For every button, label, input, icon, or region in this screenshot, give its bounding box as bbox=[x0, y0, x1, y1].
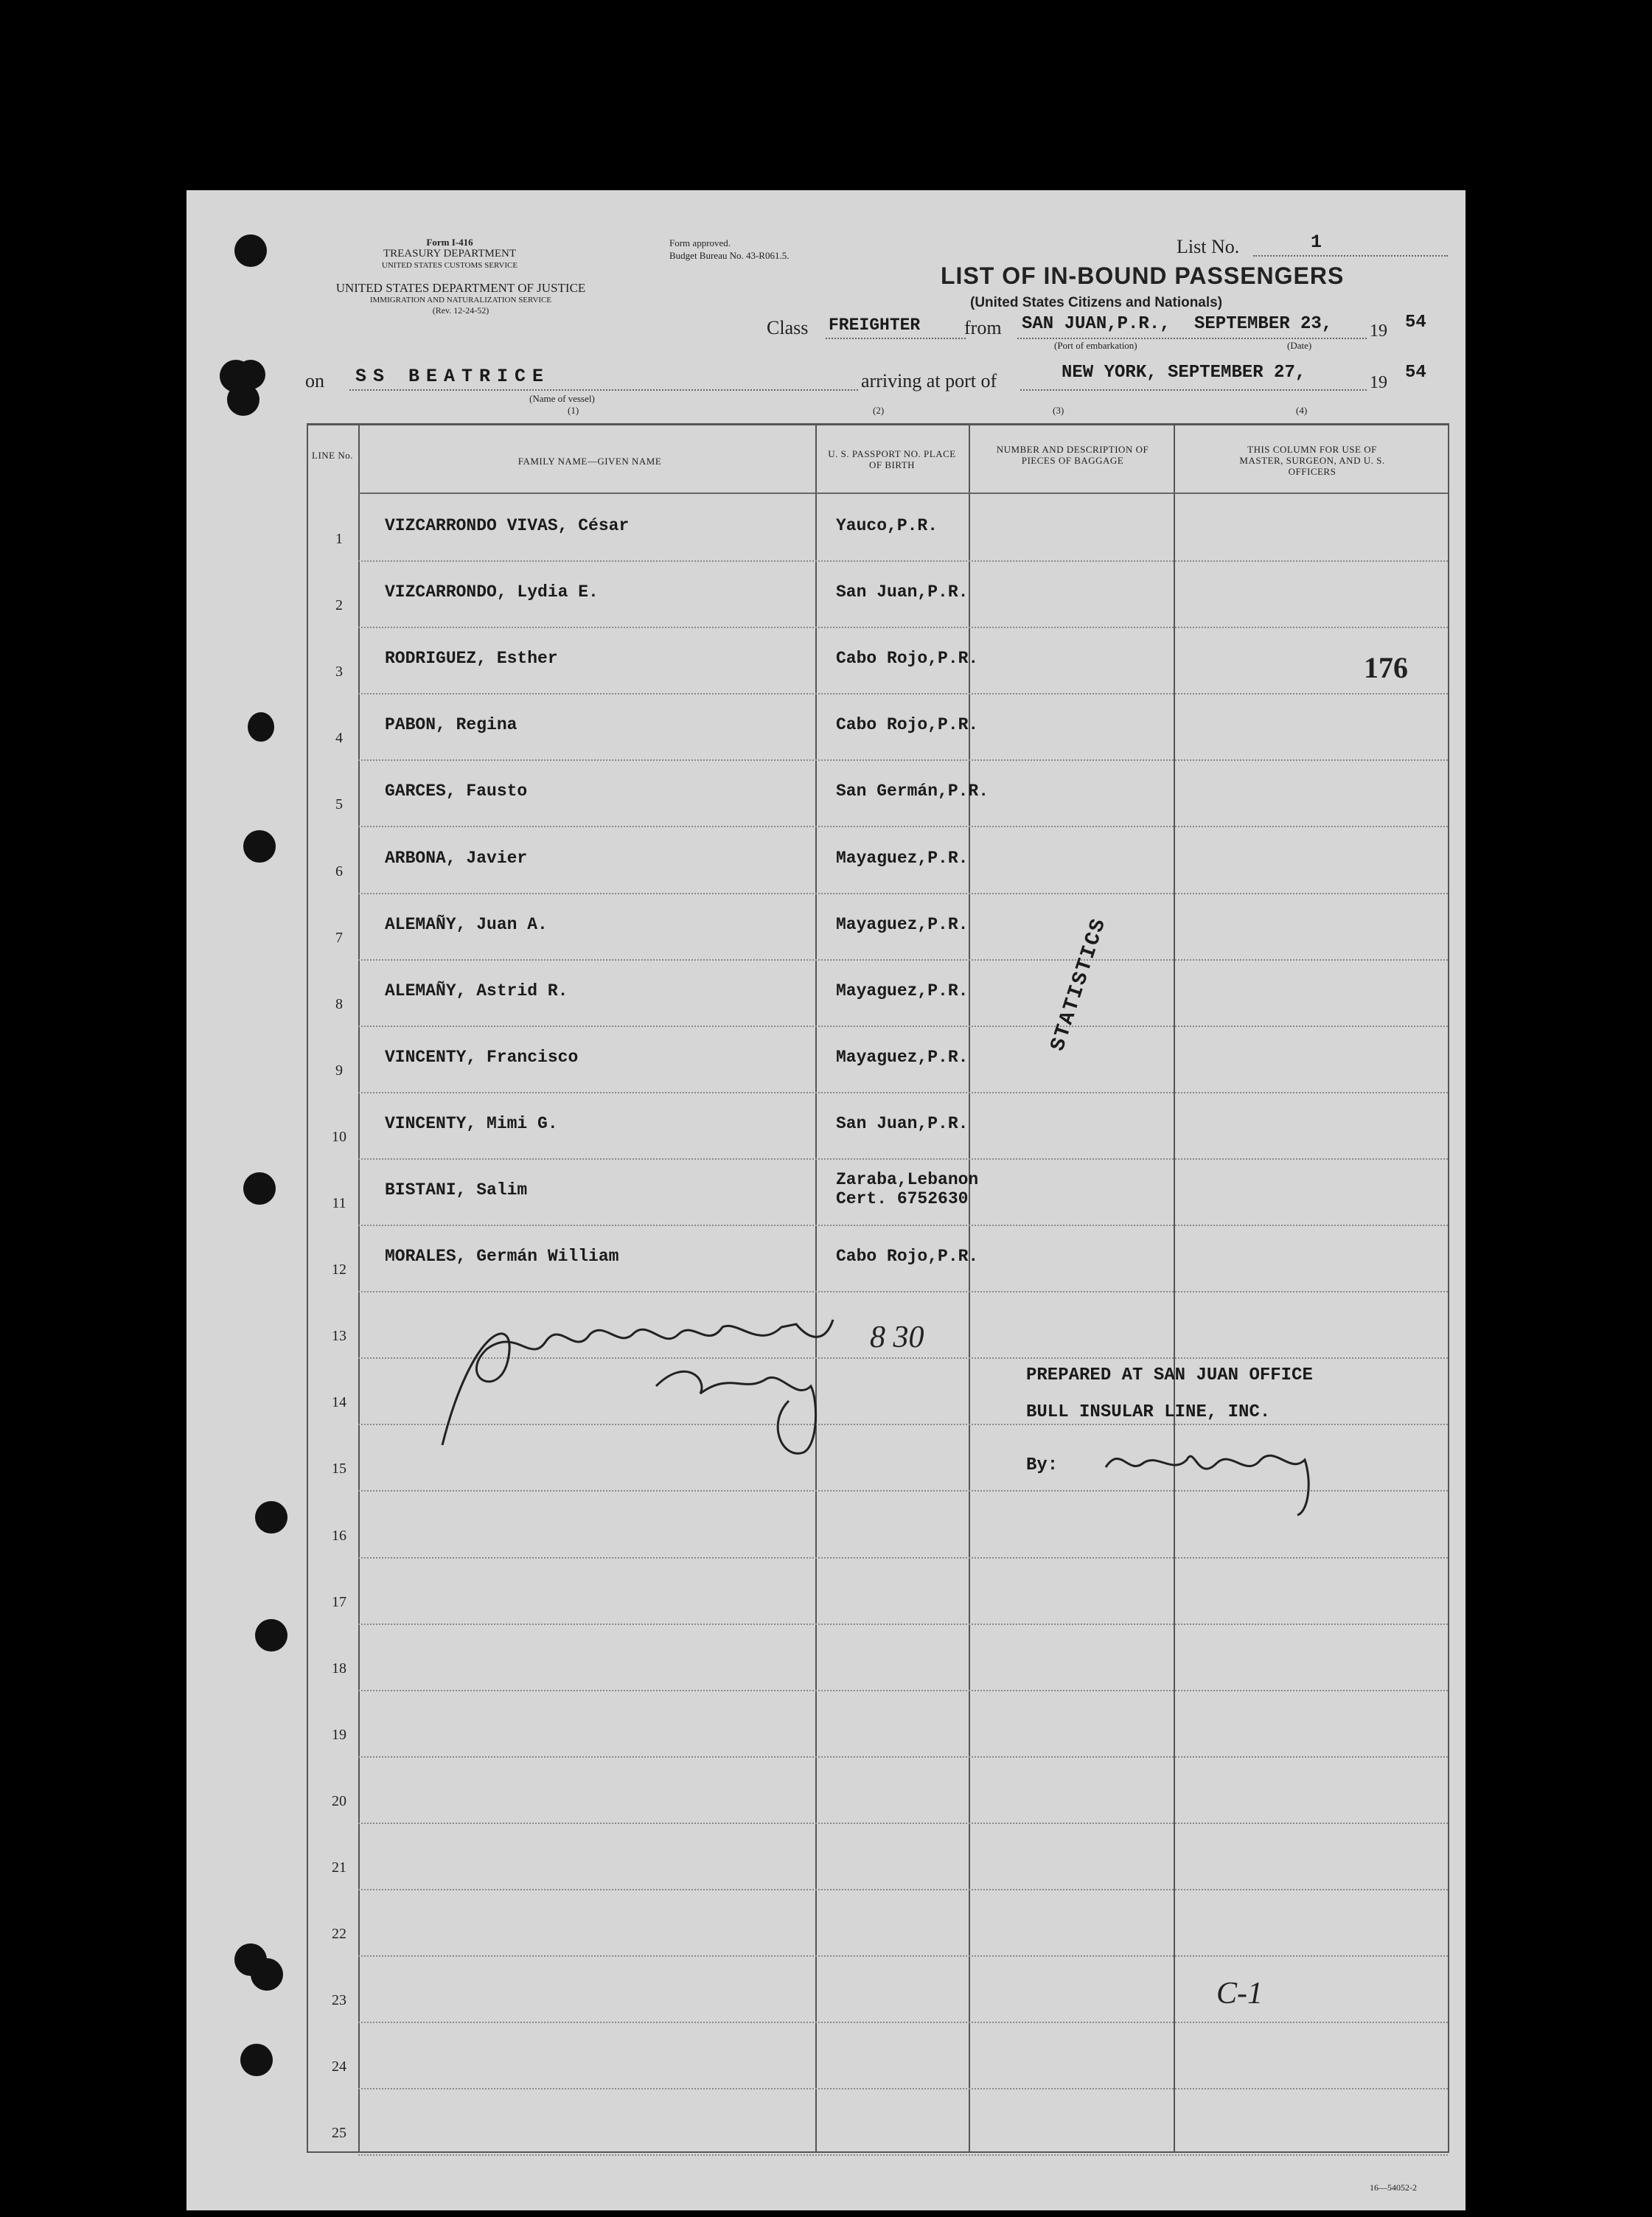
certificate-number: Cert. 6752630 bbox=[836, 1189, 969, 1208]
year-prefix: 19 bbox=[1370, 321, 1387, 341]
date-caption: (Date) bbox=[1287, 340, 1312, 351]
place-of-birth: Mayaguez,P.R. bbox=[836, 1048, 969, 1067]
passenger-name: ALEMAÑY, Juan A. bbox=[385, 915, 548, 934]
handwritten-time: 8 30 bbox=[870, 1320, 924, 1354]
company-name: BULL INSULAR LINE, INC. bbox=[1026, 1402, 1271, 1422]
arrival-year-prefix: 19 bbox=[1370, 373, 1387, 392]
line-number: 18 bbox=[332, 1660, 346, 1677]
on-label: on bbox=[305, 370, 324, 391]
place-of-birth: Mayaguez,P.R. bbox=[836, 915, 969, 934]
line-number: 24 bbox=[332, 2058, 346, 2075]
form-approved: Form approved. bbox=[669, 237, 731, 248]
line-number: 23 bbox=[332, 1992, 346, 2008]
ins-service: IMMIGRATION AND NATURALIZATION SERVICE bbox=[369, 296, 552, 304]
col-3-marker: (3) bbox=[1053, 405, 1064, 416]
passenger-name: VINCENTY, Francisco bbox=[385, 1048, 579, 1067]
vessel-caption: (Name of vessel) bbox=[529, 393, 595, 404]
col-4-marker: (4) bbox=[1296, 405, 1308, 416]
line-number: 4 bbox=[335, 730, 343, 746]
place-of-birth: San Juan,P.R. bbox=[836, 582, 969, 602]
passenger-name: ARBONA, Javier bbox=[385, 849, 528, 868]
line-number: 15 bbox=[332, 1461, 346, 1477]
passenger-name: VIZCARRONDO, Lydia E. bbox=[385, 582, 599, 602]
handwritten-code: C-1 bbox=[1216, 1977, 1263, 2011]
line-number: 13 bbox=[332, 1328, 346, 1344]
line-number: 5 bbox=[335, 796, 343, 812]
budget-bureau: Budget Bureau No. 43-R061.5. bbox=[669, 250, 790, 261]
departure-year: 54 bbox=[1405, 313, 1426, 333]
page-title: LIST OF IN-BOUND PASSENGERS bbox=[941, 262, 1345, 289]
place-of-birth: Mayaguez,P.R. bbox=[836, 849, 969, 868]
port-of-embarkation: SAN JUAN,P.R., bbox=[1022, 314, 1171, 334]
statistics-stamp: STATISTICS bbox=[1047, 915, 1112, 1054]
line-number: 2 bbox=[335, 597, 343, 613]
place-of-birth: San Germán,P.R. bbox=[836, 782, 989, 801]
passenger-name: BISTANI, Salim bbox=[385, 1180, 528, 1200]
line-number: 11 bbox=[332, 1195, 346, 1211]
arrival-port-date: NEW YORK, SEPTEMBER 27, bbox=[1062, 363, 1306, 383]
line-number: 21 bbox=[332, 1859, 346, 1876]
line-number: 17 bbox=[332, 1594, 346, 1610]
col-header-line-no: LINE No. bbox=[312, 450, 353, 461]
list-no-label: List No. bbox=[1177, 236, 1240, 257]
footer-code: 16—54052-2 bbox=[1370, 2182, 1417, 2193]
passenger-name: ALEMAÑY, Astrid R. bbox=[385, 981, 568, 1000]
passenger-name: RODRIGUEZ, Esther bbox=[385, 649, 558, 668]
arrival-year: 54 bbox=[1405, 363, 1426, 383]
place-of-birth: Cabo Rojo,P.R. bbox=[836, 649, 979, 668]
line-number: 10 bbox=[332, 1129, 346, 1145]
passenger-name: VINCENTY, Mimi G. bbox=[385, 1114, 558, 1133]
vessel-name: SS BEATRICE bbox=[355, 366, 551, 387]
col-1-marker: (1) bbox=[568, 405, 579, 416]
from-label: from bbox=[964, 317, 1002, 338]
place-of-birth: Mayaguez,P.R. bbox=[836, 981, 969, 1000]
line-number: 1 bbox=[335, 531, 343, 547]
prepared-at: PREPARED AT SAN JUAN OFFICE bbox=[1026, 1365, 1313, 1385]
customs-service: UNITED STATES CUSTOMS SERVICE bbox=[381, 261, 518, 270]
passenger-name: PABON, Regina bbox=[385, 715, 517, 734]
line-number: 16 bbox=[332, 1528, 346, 1544]
col-header-passport: U. S. PASSPORT NO. PLACE OF BIRTH bbox=[828, 448, 956, 470]
line-number: 20 bbox=[332, 1793, 346, 1809]
place-of-birth: Zaraba,Lebanon bbox=[836, 1170, 979, 1189]
col-header-name: FAMILY NAME—GIVEN NAME bbox=[517, 456, 662, 467]
place-of-birth: Cabo Rojo,P.R. bbox=[836, 1247, 979, 1266]
list-no-value: 1 bbox=[1311, 232, 1322, 253]
line-number: 3 bbox=[335, 664, 343, 680]
port-caption: (Port of embarkation) bbox=[1054, 340, 1137, 351]
line-number: 22 bbox=[332, 1926, 346, 1942]
treasury-dept: TREASURY DEPARTMENT bbox=[383, 248, 517, 260]
by-label: By: bbox=[1026, 1455, 1059, 1475]
form-number: Form I-416 bbox=[426, 237, 473, 248]
passenger-name: MORALES, Germán William bbox=[385, 1247, 619, 1266]
justice-dept: UNITED STATES DEPARTMENT OF JUSTICE bbox=[335, 281, 586, 295]
line-number: 6 bbox=[335, 863, 343, 880]
col-header-baggage: NUMBER AND DESCRIPTION OF PIECES OF BAGGAGE bbox=[996, 444, 1149, 466]
passenger-name: GARCES, Fausto bbox=[385, 782, 528, 801]
line-number: 19 bbox=[332, 1727, 346, 1743]
line-number: 25 bbox=[332, 2125, 346, 2141]
place-of-birth: Yauco,P.R. bbox=[836, 516, 938, 535]
line-number: 9 bbox=[335, 1062, 343, 1079]
col-2-marker: (2) bbox=[873, 405, 885, 416]
line-number: 14 bbox=[332, 1394, 346, 1410]
place-of-birth: San Juan,P.R. bbox=[836, 1114, 969, 1133]
line-number: 7 bbox=[335, 930, 343, 946]
revision: (Rev. 12-24-52) bbox=[432, 305, 489, 316]
line-number: 8 bbox=[335, 996, 343, 1012]
stamp-number: 176 bbox=[1364, 651, 1408, 684]
arriving-label: arriving at port of bbox=[861, 370, 997, 391]
passenger-name: VIZCARRONDO VIVAS, César bbox=[385, 516, 630, 535]
class-label: Class bbox=[767, 317, 809, 338]
page-subtitle: (United States Citizens and Nationals) bbox=[970, 295, 1223, 310]
col-header-officers: THIS COLUMN FOR USE OF MASTER, SURGEON, AND U. S. OFFICERS bbox=[1239, 444, 1385, 477]
line-number: 12 bbox=[332, 1261, 346, 1278]
class-value: FREIGHTER bbox=[829, 316, 921, 335]
place-of-birth: Cabo Rojo,P.R. bbox=[836, 715, 979, 734]
departure-date: SEPTEMBER 23, bbox=[1194, 314, 1333, 334]
